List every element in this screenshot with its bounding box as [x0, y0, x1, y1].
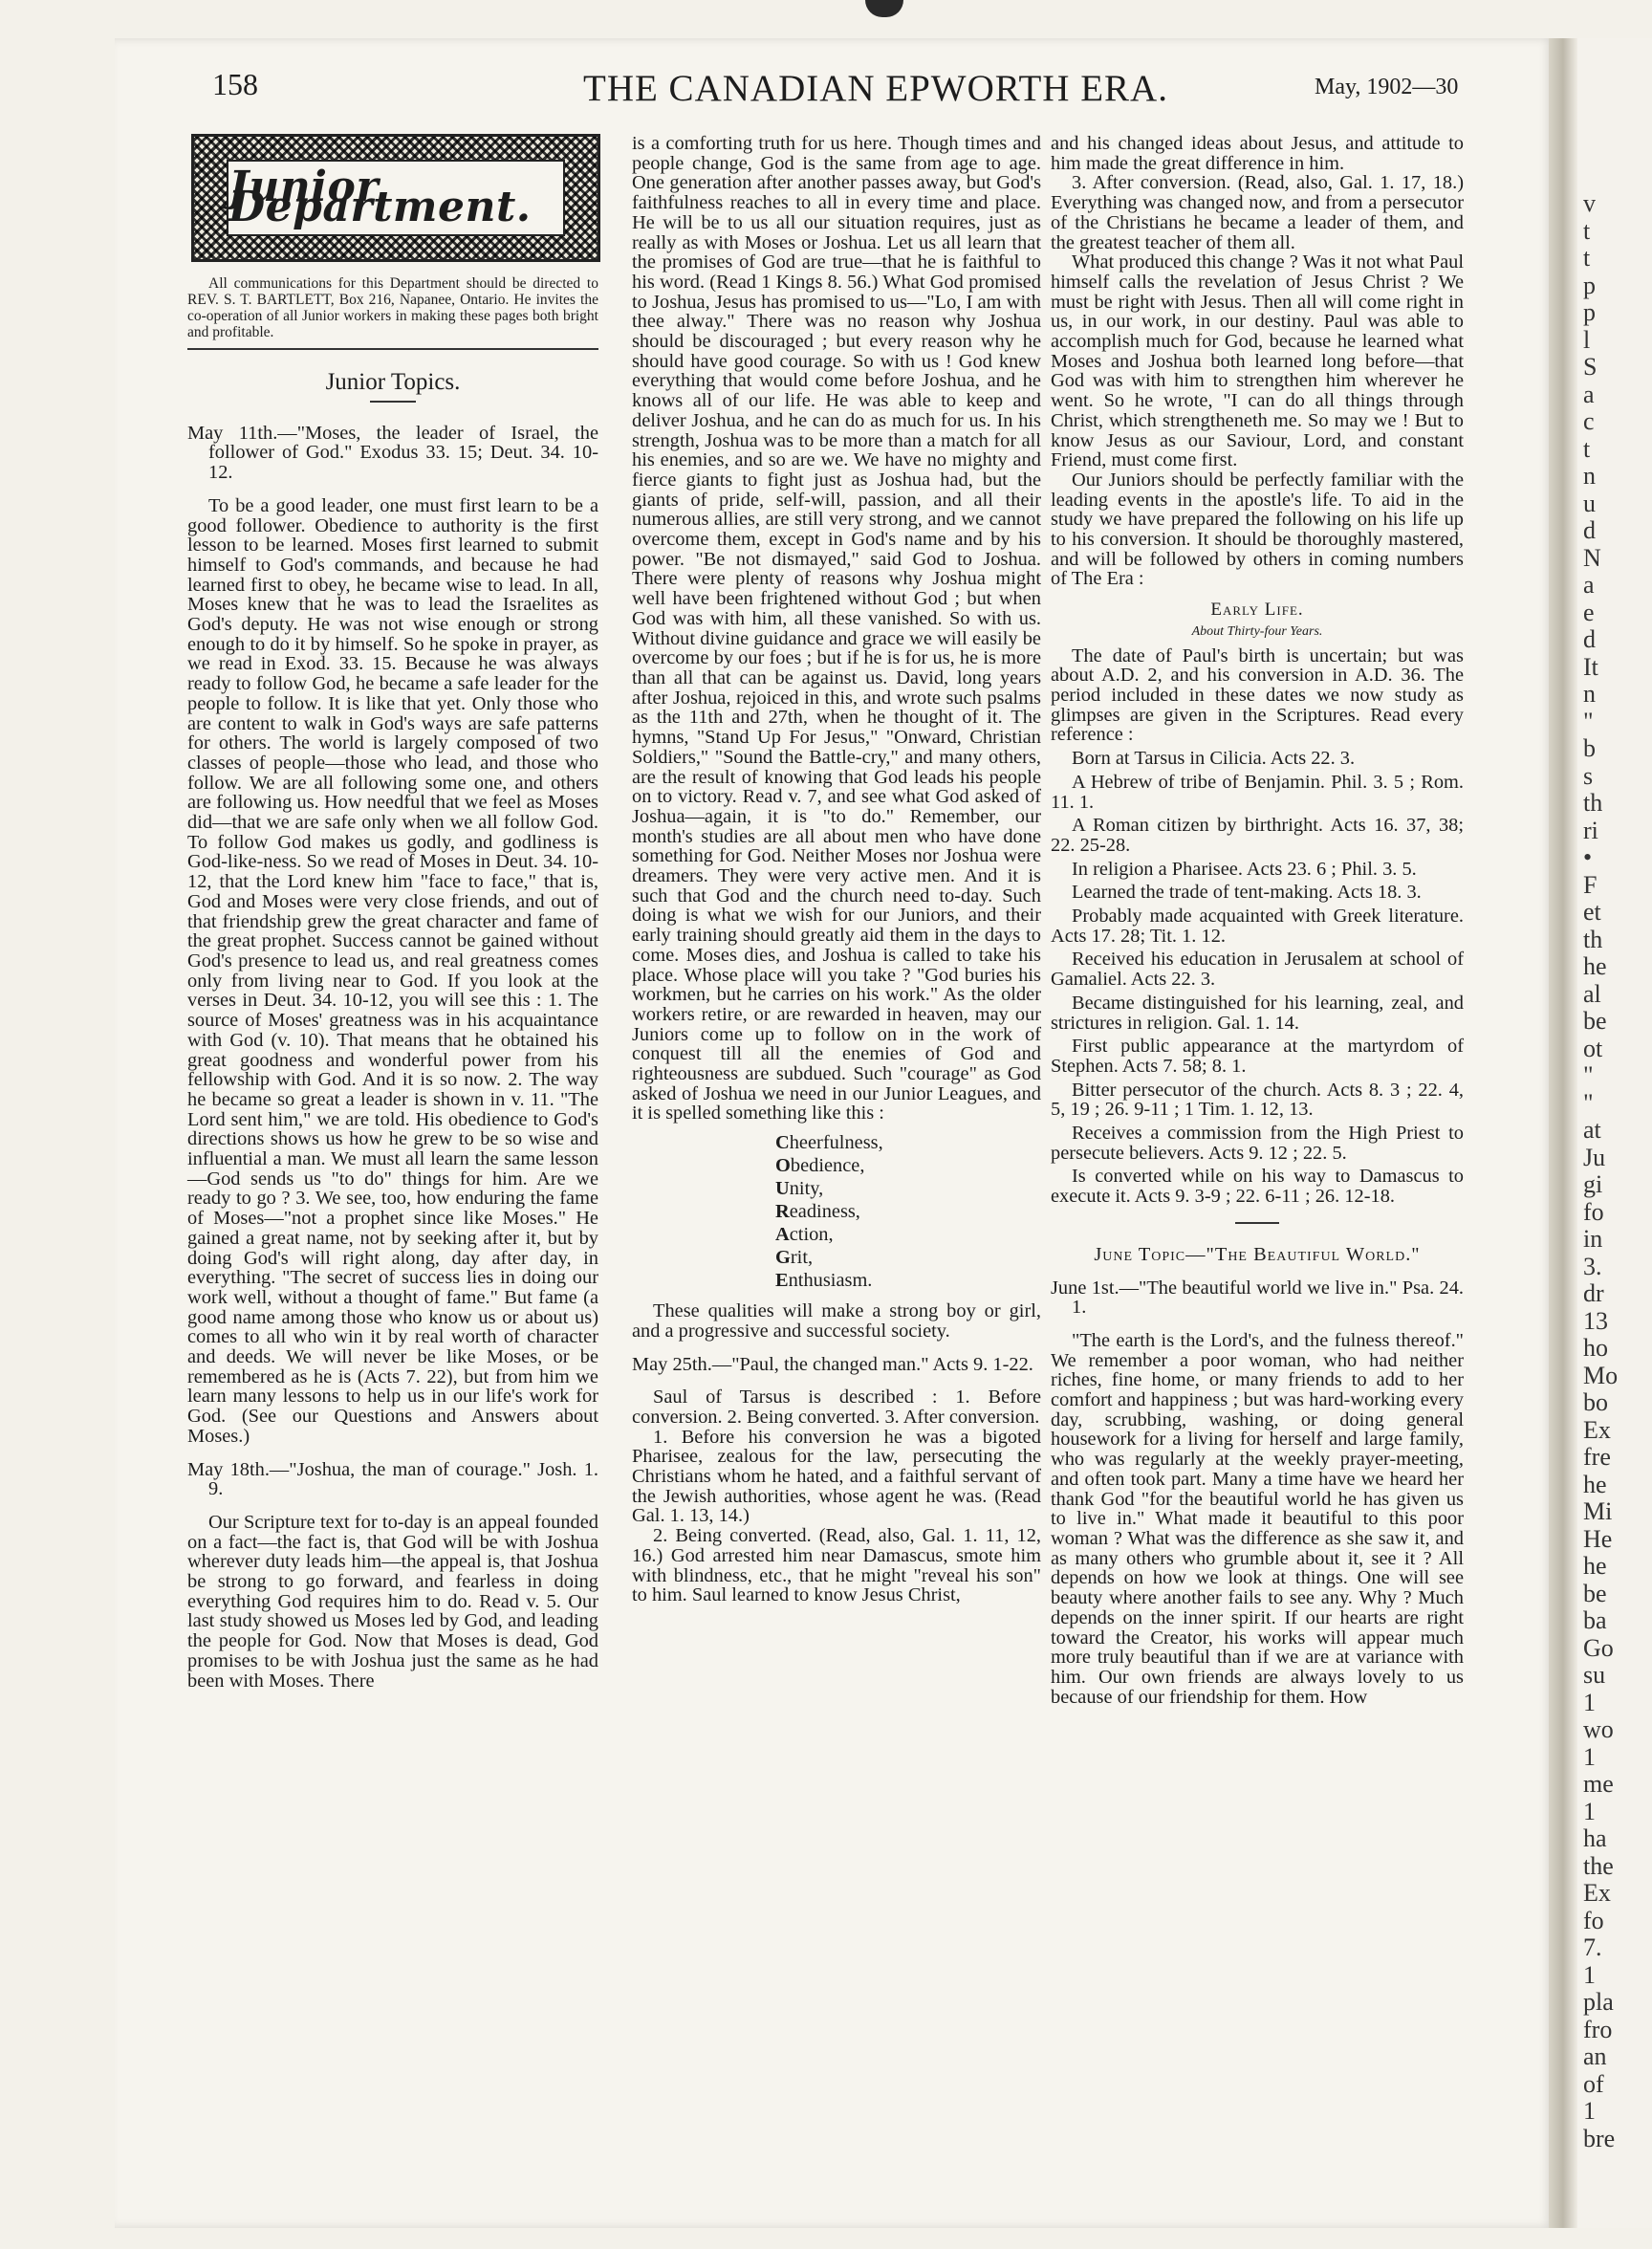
- facing-page-fragment: ": [1583, 1061, 1594, 1089]
- acrostic-line: [775, 1269, 1041, 1292]
- article-paragraph: 2. Being converted. (Read, also, Gal. 1. 11, 12, 16.) God arrested him near Damascus, smote him with blindness, etc., that he might "reveal his son" to him. Saul learned to know Jesus Christ,: [632, 1525, 1041, 1606]
- facing-page-fragment: bo: [1583, 1388, 1608, 1416]
- facing-page-fragment: 1: [1583, 1797, 1596, 1825]
- book-gutter: [1549, 38, 1577, 2228]
- facing-page-fragment: n: [1583, 462, 1596, 490]
- article-paragraph: 1. Before his conversion he was a bigoted Pharisee, zealous for the law, persecuting the Christians whom he hated, and a faithful servant of the Jewish authorities, whose agent he was. (Read Gal. 1. 13, 14.): [632, 1426, 1041, 1527]
- facing-page-fragment: t: [1583, 216, 1591, 245]
- facing-page-fragment: Mo: [1583, 1361, 1619, 1389]
- reference-item: First public appearance at the martyrdom of Stephen. Acts 7. 58; 8. 1.: [1051, 1036, 1464, 1077]
- facing-page-fragment: l: [1583, 325, 1591, 354]
- facing-page-fragment: fo: [1583, 1906, 1604, 1934]
- topic-heading: June 1st.—"The beautiful world we live in." Psa. 24. 1.: [1051, 1277, 1464, 1319]
- facing-page-fragment: al: [1583, 979, 1601, 1008]
- facing-page-fragment: •: [1583, 843, 1593, 871]
- acrostic-word: bedience,: [790, 1155, 865, 1177]
- facing-page-fragment: t: [1583, 244, 1591, 272]
- facing-page-fragment: s: [1583, 761, 1594, 790]
- facing-page-fragment: fro: [1583, 2015, 1613, 2043]
- facing-page-fragment: th: [1583, 789, 1603, 817]
- facing-page-fragment: p: [1583, 298, 1596, 326]
- facing-page-fragment: d: [1583, 516, 1596, 544]
- topic-heading: May 11th.—"Moses, the leader of Israel, the follower of God." Exodus 33. 15; Deut. 34. 10-12.: [187, 422, 598, 484]
- article-paragraph: Saul of Tarsus is described : 1. Before conversion. 2. Being converted. 3. After conversion.: [632, 1387, 1041, 1428]
- divider: [187, 348, 598, 350]
- reference-item: A Roman citizen by birthright. Acts 16. 37, 38; 22. 25-28.: [1051, 815, 1464, 856]
- reference-item: In religion a Pharisee. Acts 23. 6 ; Phil. 3. 5.: [1072, 858, 1417, 880]
- reference-item: Born at Tarsus in Cilicia. Acts 22. 3.: [1072, 748, 1356, 770]
- facing-page-fragment: ot: [1583, 1034, 1603, 1062]
- article-paragraph: "The earth is the Lord's, and the fulness thereof." We remember a poor woman, who had neither riches, fine home, or many friends to add to her comfort and happiness ; but was hard-working every day, scrubbing, washing, or doing general housework for a living for herself and large family, who was regularly at the weekly prayer-meeting, and often took part. Many a time have we heard her thank God "for the beautiful world he has given us to live in." What made it beautiful to this poor woman ? What was the difference as she saw it, and as many others who grumble about it, see it ? All depends on how we look at things. One will see beauty where another fails to see any. Why ? Much depends on the inner spirit. If our hearts are right toward the Creator, his works will appear much more truly beautiful than if we are at variance with him. Our own friends are always lovely to us because of our friendship for them. How: [1051, 1329, 1464, 1708]
- reference-item: Received his education in Jerusalem at school of Gamaliel. Acts 22. 3.: [1051, 949, 1464, 991]
- acrostic-initial: O: [775, 1155, 791, 1177]
- column-3: [1051, 134, 1464, 1707]
- facing-page-fragment: pla: [1583, 1988, 1614, 2016]
- editor-notice: All communications for this Department should be directed to REV. S. T. BARTLETT, Box 216, Napanee, Ontario. He invites the co-operation of all Junior workers in making these pages both bright and profitable.: [187, 275, 598, 340]
- running-header: [0, 67, 1652, 124]
- divider: [1235, 1222, 1279, 1224]
- facing-page-fragment: Mi: [1583, 1497, 1613, 1525]
- facing-page-fragment: wo: [1583, 1715, 1614, 1743]
- facing-page-fragment: be: [1583, 1007, 1607, 1035]
- column-1: [187, 134, 598, 1691]
- acrostic-line: [775, 1131, 1041, 1154]
- facing-page-fragment: gi: [1583, 1170, 1603, 1198]
- facing-page-fragment: It: [1583, 652, 1598, 681]
- reference-item: Receives a commission from the High Priest to persecute believers. Acts 9. 12 ; 22. 5.: [1051, 1123, 1464, 1164]
- facing-page-fragment: et: [1583, 898, 1601, 926]
- facing-page-fragment: ri: [1583, 816, 1598, 844]
- facing-page-fragment: S: [1583, 353, 1598, 381]
- facing-page-fragment: F: [1583, 870, 1598, 899]
- facing-page-fragment: me: [1583, 1770, 1614, 1798]
- reference-item: A Hebrew of tribe of Benjamin. Phil. 3. 5 ; Rom. 11. 1.: [1051, 771, 1464, 813]
- facing-page-fragment: Go: [1583, 1633, 1614, 1662]
- facing-page-fragment: p: [1583, 271, 1596, 299]
- reference-item: Is converted while on his way to Damascus to execute it. Acts 9. 3-9 ; 22. 6-11 ; 26. 12-18.: [1051, 1166, 1464, 1208]
- divider: [370, 401, 416, 403]
- acrostic-initial: U: [775, 1178, 790, 1200]
- topic-heading: May 18th.—"Joshua, the man of courage." Josh. 1. 9.: [187, 1458, 598, 1500]
- facing-page-fragment: he: [1583, 1552, 1607, 1580]
- acrostic-word: rit,: [790, 1247, 814, 1269]
- acrostic-word: eadiness,: [789, 1201, 860, 1223]
- acrostic-line: [775, 1154, 1041, 1177]
- reference-item: Probably made acquainted with Greek literature. Acts 17. 28; Tit. 1. 12.: [1051, 906, 1464, 947]
- article-paragraph: The date of Paul's birth is uncertain; but was about A.D. 2, and his conversion in A.D. 36. The period included in these dates we now study as glimpses are given in the Scriptures. Read every reference :: [1051, 644, 1464, 746]
- topic-heading: May 25th.—"Paul, the changed man." Acts 9. 1-22.: [632, 1353, 1033, 1375]
- facing-page-fragment: ba: [1583, 1606, 1607, 1634]
- courage-acrostic: [632, 1131, 1041, 1292]
- facing-page-fragment: d: [1583, 625, 1596, 653]
- facing-page-fragment: 1: [1583, 1688, 1596, 1716]
- facing-page-fragment: th: [1583, 925, 1603, 953]
- facing-page-fragment: 3.: [1583, 1252, 1602, 1280]
- facing-page-fragment: of: [1583, 2069, 1604, 2098]
- facing-page-fragment: 1: [1583, 2097, 1596, 2125]
- facing-page-fragment: 1: [1583, 1742, 1596, 1771]
- facing-page-fragment: n: [1583, 680, 1596, 708]
- june-topic-heading: June Topic—"The Beautiful World.": [1094, 1243, 1421, 1265]
- facing-page-fragment: fo: [1583, 1197, 1604, 1226]
- facing-page-fragment: 13: [1583, 1306, 1608, 1335]
- facing-page-fragment: v: [1583, 189, 1596, 217]
- article-paragraph: 3. After conversion. (Read, also, Gal. 1. 17, 18.) Everything was changed now, and from a persecutor of the Christians he became a leader of them, and the greatest teacher of them all.: [1051, 172, 1464, 253]
- subheading-note: About Thirty-four Years.: [1191, 623, 1323, 639]
- facing-page-fragment: u: [1583, 489, 1596, 517]
- acrostic-initial: A: [775, 1224, 790, 1246]
- acrostic-line: [775, 1177, 1041, 1200]
- facing-page-fragment: b: [1583, 734, 1596, 762]
- facing-page-fragment: at: [1583, 1116, 1601, 1144]
- facing-page-fragment: 1: [1583, 1960, 1596, 1989]
- facing-page-fragment: dr: [1583, 1279, 1604, 1307]
- acrostic-initial: C: [775, 1132, 790, 1154]
- reference-item: Bitter persecutor of the church. Acts 8. 3 ; 22. 4, 5, 19 ; 26. 9-11 ; 1 Tim. 1. 12, 13.: [1051, 1079, 1464, 1121]
- article-paragraph: is a comforting truth for us here. Though times and people change, God is the same from age to age. One generation after another passes away, but God's faithfulness reaches to all in every time and place. He will be to us all our situation requires, just as really as with Moses or Joshua. Let us all learn that the promises of God are true—that he is faithful to his word. (Read 1 Kings 8. 56.) What God promised to Joshua, Jesus has promised to us—"Lo, I am with thee alway." There was no reason why Joshua should be discouraged ; but every reason why he should have good courage. So with us ! God knew everything that would come before Joshua, and he knows all of our life. He was able to keep and deliver Joshua, and he can do as much for us. In his strength, Joshua was to be more than a match for all his enemies, and so are we. We have no mighty and fierce giants to fight just as Joshua had, but the giants of pride, self-will, passion, and all their numerous allies, are still very strong, and we cannot overcome them, except in God's name and by his power. "Be not dismayed," said God to Joshua. There were plenty of reasons why Joshua might well have been frightened without God ; but when God was with him, all these vanished. So with us. Without divine guidance and grace we will easily be overcome by our foes ; but if he is for us, he is more than all that can be against us. David, long years after Joshua, rejoiced in this, and wrote such psalms as the 11th and 27th, when he thought of it. The hymns, "Stand Up For Jesus," "Onward, Christian Soldiers," "Sound the Battle-cry," and many others, are the result of knowing that God leads his people on to victory. Read v. 7, and see what God asked of Joshua—again, it is "to do." Remember, our month's studies are all about men who have done something for God. Neither Moses nor Joshua were dreamers. They were very active men. And it is such that God and the church need to-day. Such doing is what we wish for our Juniors, and their early training should greatly aid them in the days to come. Moses dies, and Joshua is called to take his place. Whose place will you take ? "God buries his workmen, but he carries on his work." As the older workers retire, or are rewarded in heaven, may our Juniors come up to follow on in the work of conquest till all the enemies of God and righteousness are subdued. Such "courage" as God asked of Joshua we need in our Junior Leagues, and it is spelled something like this :: [632, 133, 1041, 1124]
- facing-page-fragment: a: [1583, 571, 1595, 599]
- page-number: 158: [212, 67, 258, 101]
- reference-list: [1051, 749, 1464, 1207]
- facing-page-fragment: he: [1583, 1470, 1607, 1498]
- article-paragraph: To be a good leader, one must first learn to be a good follower. Obedience to authority is the first lesson to be learned. Moses first learned to submit himself to God's commands, and because he had learned first to obey, he became wise to lead. In all, Moses knew that he was to lead the Israelites as God's deputy. He was not wise enough or strong enough to do it by himself. So he spoke in prayer, as we read in Exod. 33. 15. Because he was always ready to follow God, he became a safe leader for the people to follow. It is like that yet. Only those who are content to walk in God's ways are safe patterns for others. The world is largely composed of two classes of people—those who lead, and those who follow. We are all following some one, and others are following us. How needful that we feel as Moses did—that we are safe only when we all follow God. To follow God makes us godly, and godliness is God-like-ness. So we read of Moses in Deut. 34. 10-12, that the Lord knew him "face to face," that is, God and Moses were very close friends, and out of that friendship grew the great character and fame of the great prophet. Success cannot be gained without God's presence to lead us, and real greatness comes only from living near to God. If you look at the verses in Deut. 34. 10-12, you will see this : 1. The source of Moses' greatness was in his acquaintance with God (v. 10). That means that he obtained his great goodness and wonderful power from his fellowship with God. And it is so now. 2. The way he became so great a leader is shown in v. 11. "The Lord sent him," we are told. His obedience to God's directions shows us how he grew to be so wise and influential a man. We must all learn the same lesson—God sends us "to do" things for him. Are we ready to go ? 3. We see, too, how enduring the fame of Moses—"not a prophet since like Moses." He gained a great name, not by seeking after it, but by doing God's will right along, day after day, in everything. "The secret of success lies in doing our work well, without a thought of fame." But fame (a good name among those who know us or about us) comes to all who win it by real worth of character and deeds. We will never be like Moses, or be remembered as he is (Acts 7. 22), but from him we learn many lessons to help us in our life's work for God. (See our Questions and Answers about Moses.): [187, 494, 598, 1447]
- article-paragraph: and his changed ideas about Jesus, and attitude to him made the great difference in him.: [1051, 133, 1464, 174]
- acrostic-word: nity,: [789, 1178, 824, 1200]
- binding-ornament: [865, 0, 903, 17]
- facing-page-fragment: fre: [1583, 1443, 1611, 1471]
- facing-page-fragment: N: [1583, 543, 1601, 572]
- acrostic-line: [775, 1223, 1041, 1246]
- acrostic-line: [775, 1200, 1041, 1223]
- reference-item: Learned the trade of tent-making. Acts 18. 3.: [1072, 882, 1422, 904]
- issue-dateline: May, 1902—30: [1315, 75, 1459, 99]
- facing-page-fragment: Ex: [1583, 1415, 1611, 1444]
- facing-page-fragment: su: [1583, 1661, 1606, 1689]
- reference-item: Became distinguished for his learning, zeal, and strictures in religion. Gal. 1. 14.: [1051, 992, 1464, 1034]
- acrostic-word: heerfulness,: [789, 1132, 883, 1154]
- facing-page-fragment: Ex: [1583, 1879, 1611, 1907]
- facing-page-fragment: bre: [1583, 2124, 1616, 2152]
- department-banner: [191, 134, 600, 262]
- acrostic-word: nthusiasm.: [788, 1270, 873, 1292]
- facing-page-fragment: 7.: [1583, 1933, 1602, 1961]
- article-paragraph: Our Juniors should be perfectly familiar with the leading events in the apostle's life. To aid in the study we have prepared the following on his life up to his conversion. It should be thoroughly mastered, and will be followed by others in coming numbers of The Era :: [1051, 469, 1464, 590]
- banner-title: Junior Department.: [228, 163, 532, 231]
- facing-page-fragment: Ju: [1583, 1143, 1606, 1171]
- article-paragraph: What produced this change ? Was it not what Paul himself calls the revelation of Jesus Christ ? We must be right with Jesus. Then all will come right in us, in our work, in our destiny. Paul was able to accomplish much for God, because he learned what Moses and Joshua both learned long before—that God was with him to strengthen him wherever he went. So he wrote, "I can do all things through Christ, which strengtheneth me. So may we ! But to know Jesus as our Saviour, Lord, and constant Friend, must come first.: [1051, 251, 1464, 471]
- facing-page-fragment: ho: [1583, 1334, 1608, 1362]
- facing-page-fragment: he: [1583, 952, 1607, 980]
- acrostic-initial: G: [775, 1247, 791, 1269]
- facing-page-fragment: ": [1583, 1088, 1594, 1117]
- article-paragraph: These qualities will make a strong boy or girl, and a progressive and successful society.: [632, 1300, 1041, 1342]
- facing-page-fragment: an: [1583, 2042, 1607, 2070]
- facing-page-edge: [1577, 38, 1652, 2228]
- facing-page-fragment: the: [1583, 1851, 1614, 1880]
- acrostic-word: ction,: [789, 1224, 834, 1246]
- facing-page-fragment: be: [1583, 1579, 1607, 1607]
- facing-page-fragment: e: [1583, 598, 1595, 626]
- facing-page-fragment: t: [1583, 434, 1591, 463]
- facing-page-fragment: in: [1583, 1225, 1603, 1253]
- column-2: [632, 134, 1041, 1605]
- section-title: Junior Topics.: [325, 369, 461, 395]
- facing-page-fragment: ": [1583, 707, 1594, 735]
- acrostic-initial: R: [775, 1201, 790, 1223]
- facing-page-fragment: a: [1583, 380, 1595, 408]
- facing-page-fragment: ha: [1583, 1824, 1607, 1852]
- article-paragraph: Our Scripture text for to-day is an appeal founded on a fact—the fact is, that God will be with Joshua wherever duty leads him—the appeal is, that Joshua be strong to go forward, and fearless in doing everything God requires him to do. Read v. 5. Our last study showed us Moses led by God, and leading the people for God. Now that Moses is dead, God promises to be with Joshua just the same as he had been with Moses. There: [187, 1511, 598, 1692]
- facing-page-fragment: c: [1583, 407, 1595, 435]
- subheading: Early Life.: [1210, 600, 1304, 621]
- acrostic-initial: E: [775, 1270, 789, 1292]
- facing-page-fragment: He: [1583, 1524, 1613, 1553]
- acrostic-line: [775, 1246, 1041, 1269]
- journal-title: THE CANADIAN EPWORTH ERA.: [583, 68, 1168, 109]
